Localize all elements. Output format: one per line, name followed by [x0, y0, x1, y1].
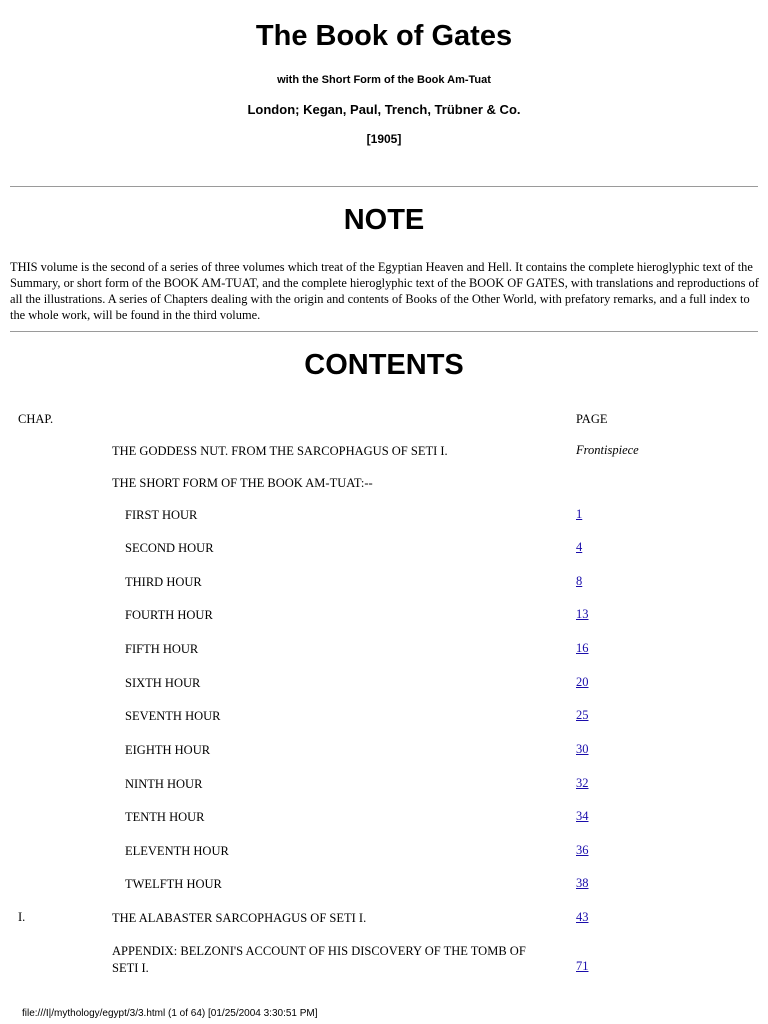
page-link[interactable]: 34: [576, 809, 589, 823]
page-link[interactable]: 36: [576, 843, 589, 857]
entry-title: ELEVENTH HOUR: [125, 844, 229, 858]
page-link[interactable]: 1: [576, 507, 583, 521]
column-header-page: PAGE: [576, 412, 608, 426]
page-link[interactable]: 30: [576, 742, 589, 756]
publication-year: [1905]: [366, 132, 402, 146]
entry-title: EIGHTH HOUR: [125, 743, 211, 757]
note-paragraph: THIS volume is the second of a series of three volumes which treat of the Egyptian Heaven and Hell. It contains the complete hieroglyphic text of the Summary, or short form of the BOOK AM-TUAT, and the complete hieroglyphic text of the BOOK OF GATES, with translations and reproductions of all the illustrations. A series of Chapters dealing with the origin and contents of Books of the Other World, with prefatory remarks, and a full index to the whole work, will be found in the third volume.: [10, 260, 759, 322]
entry-title: TENTH HOUR: [125, 810, 205, 824]
entry-title: NINTH HOUR: [125, 777, 203, 791]
book-subtitle: with the Short Form of the Book Am-Tuat: [277, 74, 491, 86]
page-link[interactable]: 71: [576, 959, 589, 973]
note-heading: NOTE: [343, 204, 425, 236]
entry-page-text: Frontispiece: [576, 443, 639, 457]
entry-title: THE GODDESS NUT. FROM THE SARCOPHAGUS OF SETI I.: [112, 444, 448, 458]
entry-title: TWELFTH HOUR: [125, 877, 222, 891]
publisher-line: London; Kegan, Paul, Trench, Trübner & Co.: [247, 102, 521, 117]
entry-title: SEVENTH HOUR: [125, 709, 221, 723]
column-header-chap: CHAP.: [18, 412, 54, 426]
contents-heading: CONTENTS: [304, 349, 464, 381]
entry-title: FOURTH HOUR: [125, 608, 213, 622]
chapter-number: I.: [18, 910, 26, 924]
page-link[interactable]: 20: [576, 675, 589, 689]
page-link[interactable]: 25: [576, 708, 589, 722]
page-link[interactable]: 16: [576, 641, 589, 655]
page-link[interactable]: 8: [576, 574, 583, 588]
book-title: The Book of Gates: [255, 20, 513, 52]
page-link[interactable]: 4: [576, 540, 583, 554]
entry-title: APPENDIX: BELZONI'S ACCOUNT OF HIS DISCOVERY OF THE TOMB OF SETI I.: [112, 944, 526, 975]
page-link[interactable]: 38: [576, 876, 589, 890]
entry-title: SIXTH HOUR: [125, 676, 201, 690]
entry-title: THE ALABASTER SARCOPHAGUS OF SETI I.: [112, 911, 367, 925]
entry-title: FIRST HOUR: [125, 508, 198, 522]
entry-title: SECOND HOUR: [125, 541, 214, 555]
page-link[interactable]: 43: [576, 910, 589, 924]
page-link[interactable]: 32: [576, 776, 589, 790]
file-path-footer: file:///I|/mythology/egypt/3/3.html (1 of 64) [01/25/2004 3:30:51 PM]: [22, 1008, 318, 1019]
page-link[interactable]: 13: [576, 607, 589, 621]
entry-title: THIRD HOUR: [125, 575, 202, 589]
entry-title: THE SHORT FORM OF THE BOOK AM-TUAT:--: [112, 476, 373, 490]
entry-title: FIFTH HOUR: [125, 642, 199, 656]
